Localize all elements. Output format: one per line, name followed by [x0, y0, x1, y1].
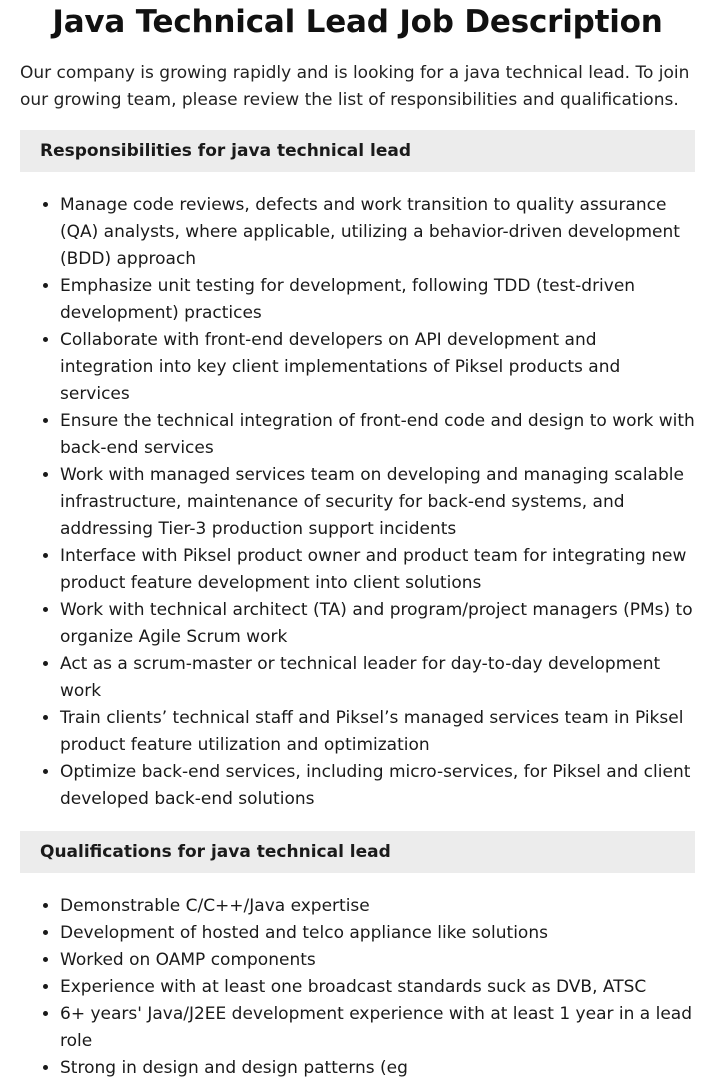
- qualifications-list: [20, 893, 695, 1082]
- list-item: • Optimize back-end services, including micro-services, for Piksel and client developed back-end solutions: [60, 759, 695, 813]
- responsibilities-list: [20, 192, 695, 813]
- list-item: • Development of hosted and telco appliance like solutions: [60, 920, 695, 947]
- intro-paragraph: Our company is growing rapidly and is looking for a java technical lead. To join our growing team, please review the list of responsibilities and qualifications.: [20, 63, 690, 110]
- page-title: Java Technical Lead Job Description: [52, 4, 663, 40]
- list-item: • Interface with Piksel product owner and product team for integrating new product feature development into client solutions: [60, 543, 695, 597]
- list-item: • Strong in design and design patterns (eg: [60, 1055, 695, 1082]
- list-item: • Work with technical architect (TA) and program/project managers (PMs) to organize Agile Scrum work: [60, 597, 695, 651]
- list-item: • Ensure the technical integration of front-end code and design to work with back-end services: [60, 408, 695, 462]
- list-item: • Train clients’ technical staff and Piksel’s managed services team in Piksel product feature utilization and optimization: [60, 705, 695, 759]
- list-item: • Demonstrable C/C++/Java expertise: [60, 893, 695, 920]
- list-item: • Act as a scrum-master or technical leader for day-to-day development work: [60, 651, 695, 705]
- list-item: • Work with managed services team on developing and managing scalable infrastructure, maintenance of security for back-end systems, and addressing Tier-3 production support incidents: [60, 462, 695, 543]
- list-item: • Experience with at least one broadcast standards suck as DVB, ATSC: [60, 974, 695, 1001]
- responsibilities-heading: Responsibilities for java technical lead: [20, 130, 695, 172]
- list-item: • 6+ years' Java/J2EE development experience with at least 1 year in a lead role: [60, 1001, 695, 1055]
- list-item: • Manage code reviews, defects and work transition to quality assurance (QA) analysts, where applicable, utilizing a behavior-driven development (BDD) approach: [60, 192, 695, 273]
- qualifications-heading: Qualifications for java technical lead: [20, 831, 695, 873]
- list-item: • Emphasize unit testing for development, following TDD (test-driven development) practices: [60, 273, 695, 327]
- list-item: • Worked on OAMP components: [60, 947, 695, 974]
- list-item: • Collaborate with front-end developers on API development and integration into key client implementations of Piksel products and services: [60, 327, 695, 408]
